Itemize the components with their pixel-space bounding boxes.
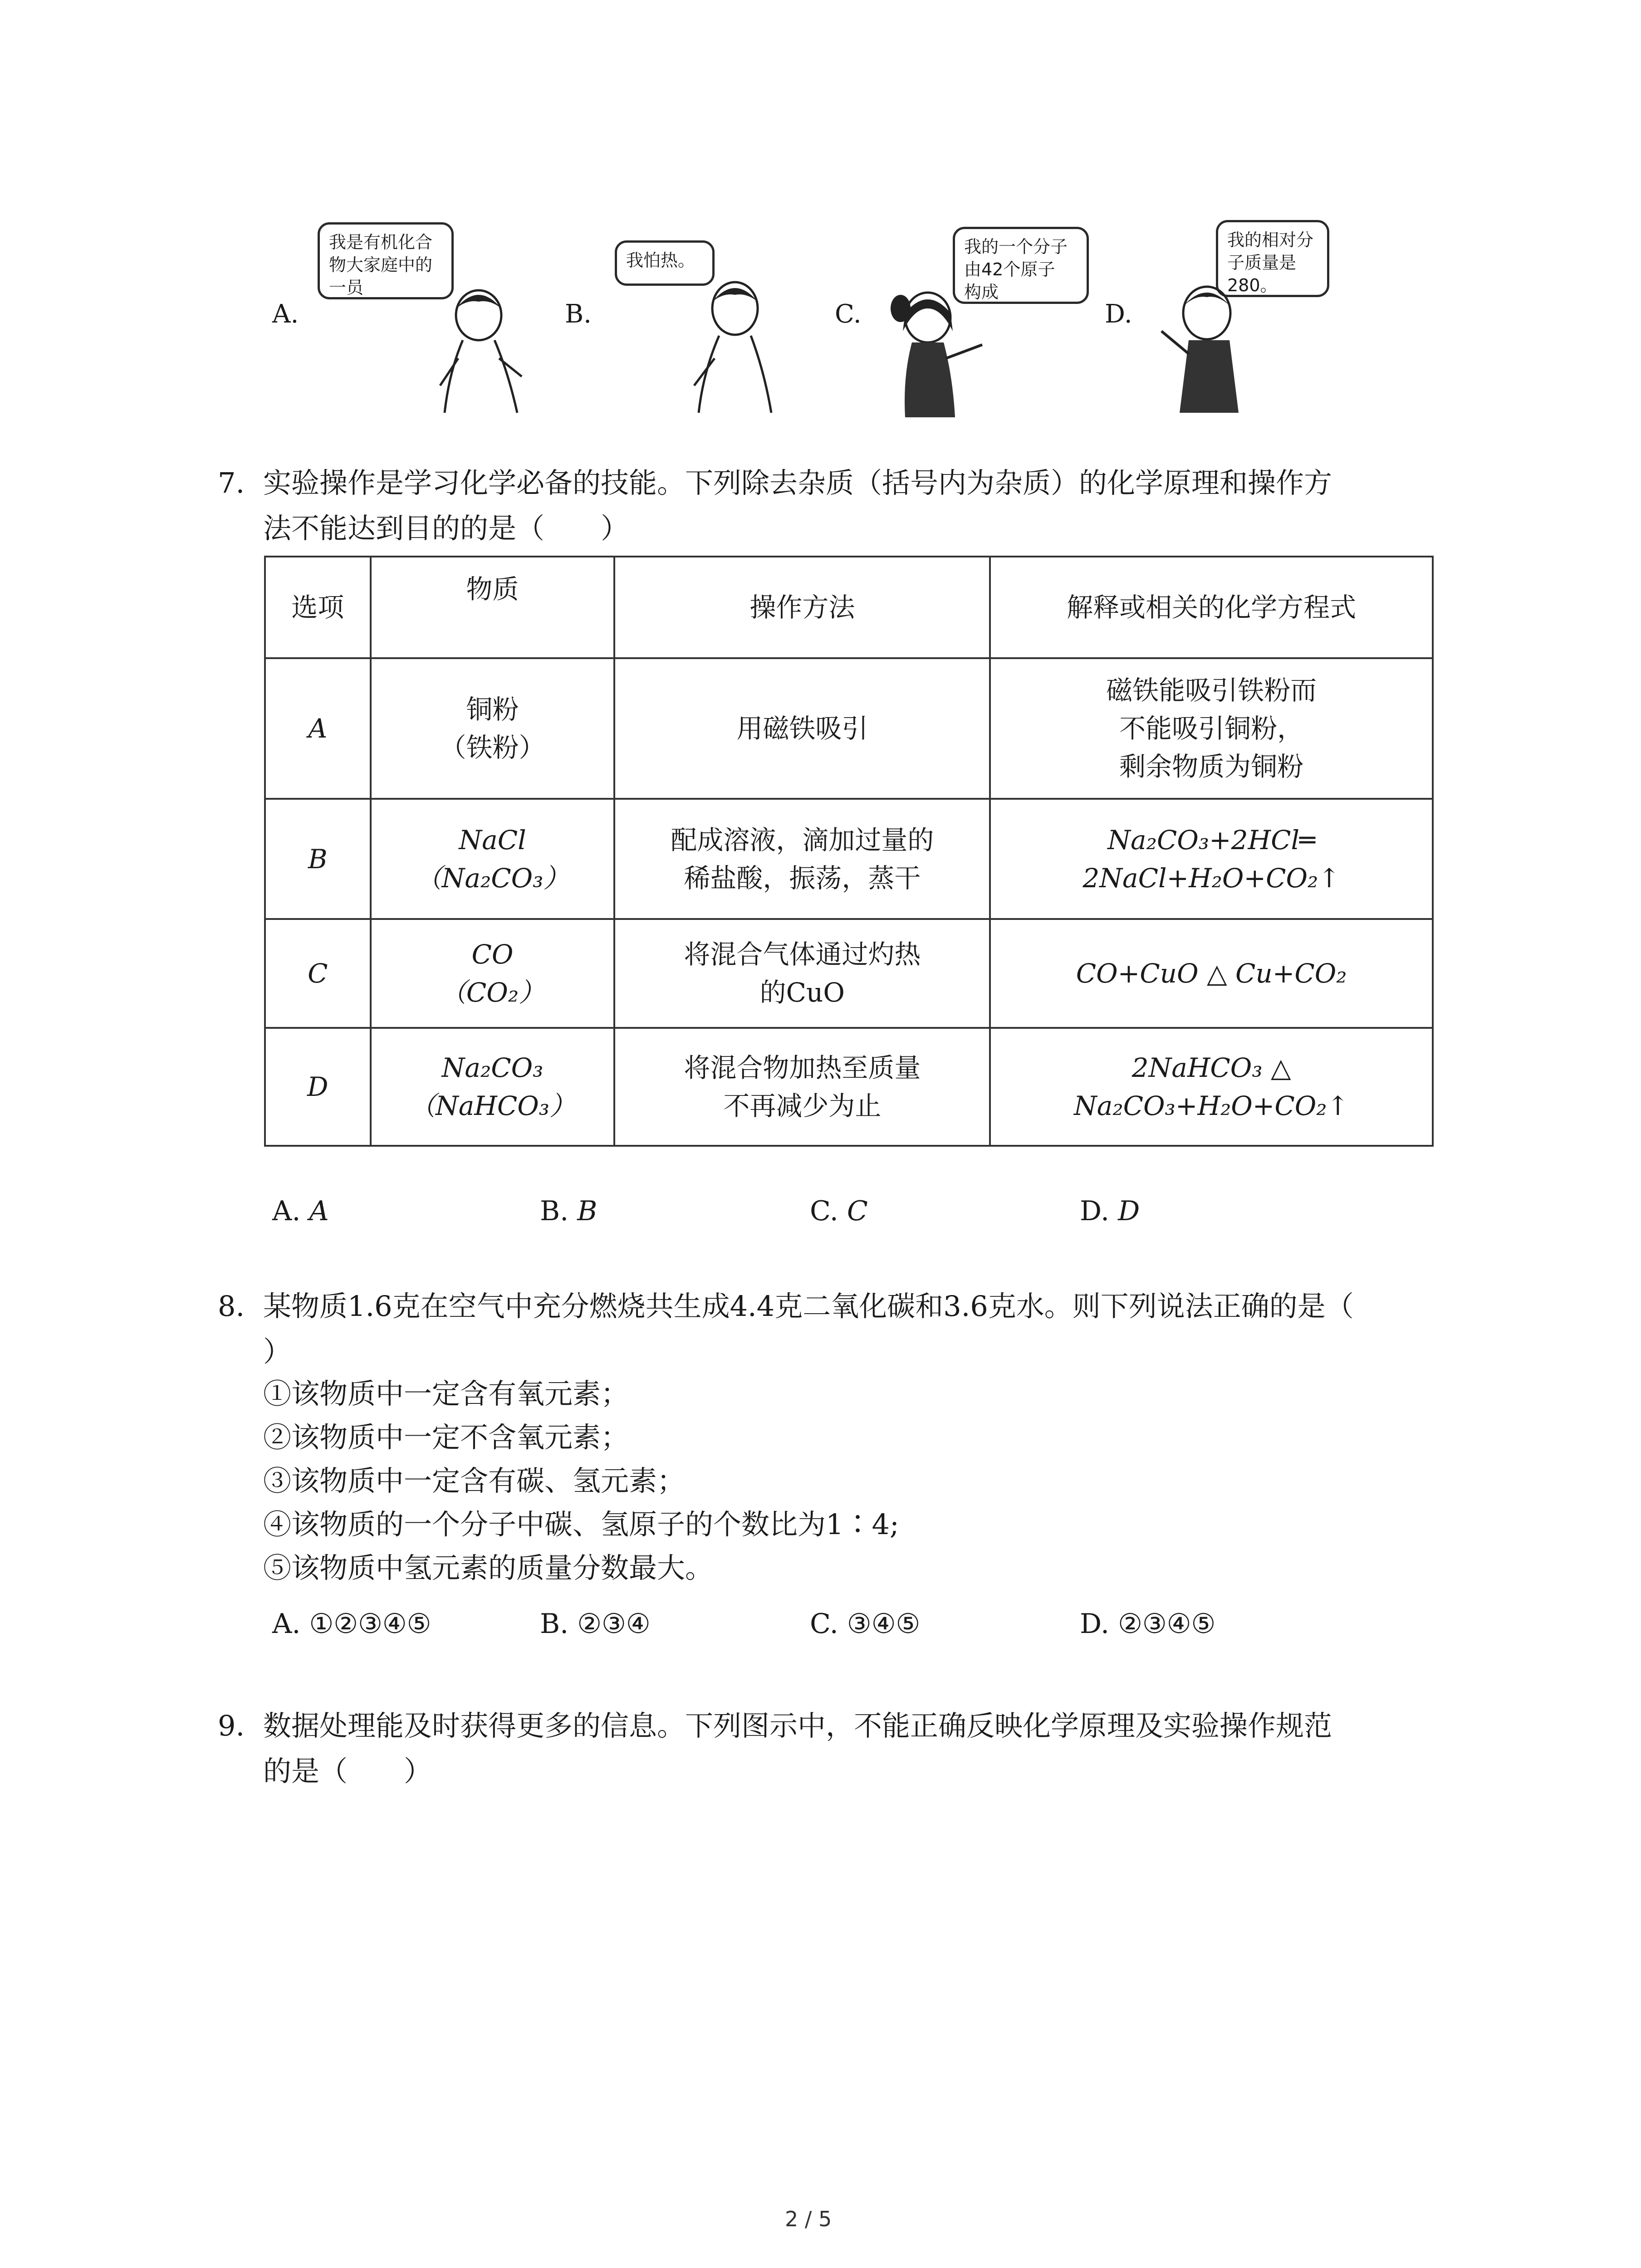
row-substance: NaCl xyxy=(459,824,526,855)
q8-choice-d[interactable]: D. ②③④⑤ xyxy=(1080,1608,1216,1640)
question-8 xyxy=(218,1284,1443,1374)
cartoon-options-row xyxy=(0,213,1641,422)
row-method-line: 的CuO xyxy=(759,977,845,1008)
option-b-letter[interactable]: B. xyxy=(565,299,592,329)
row-method-line: 稀盐酸，振荡，蒸干 xyxy=(684,862,921,894)
statement-item: ⑤该物质中氢元素的质量分数最大。 xyxy=(263,1551,714,1584)
question-9-text-line2: 的是（ ） xyxy=(263,1755,432,1788)
speech-bubble-a: 我是有机化合 物大家庭中的 一员 xyxy=(318,222,454,299)
question-8-text-line1: 某物质1.6克在空气中充分燃烧共生成4.4克二氧化碳和3.6克水。则下列说法正确的是（ xyxy=(263,1290,1354,1323)
row-method-line: 配成溶液，滴加过量的 xyxy=(671,824,934,855)
speech-bubble-c: 我的一个分子 由42个原子 构成 xyxy=(953,227,1089,304)
table-header-row xyxy=(265,557,1433,658)
row-explain-line: 不能吸引铜粉， xyxy=(1119,713,1304,744)
row-option: D xyxy=(265,1028,371,1146)
table-row xyxy=(265,799,1433,919)
statement-item: ④该物质的一个分子中碳、氢原子的个数比为1∶4; xyxy=(263,1508,899,1541)
header-explanation: 解释或相关的化学方程式 xyxy=(990,557,1433,658)
table-row xyxy=(265,919,1433,1028)
row-substance: Na₂CO₃ xyxy=(441,1052,544,1083)
child-figure-b xyxy=(681,272,789,417)
statement-item: ②该物质中一定不含氧元素； xyxy=(263,1421,629,1454)
question-7-choices xyxy=(272,1195,1452,1236)
question-7 xyxy=(218,460,1443,551)
question-8-text-line2: ） xyxy=(263,1335,292,1368)
q8-choice-a[interactable]: A. ①②③④⑤ xyxy=(272,1608,431,1640)
impurity-removal-table xyxy=(264,556,1434,1147)
q8-choice-c[interactable]: C. ③④⑤ xyxy=(810,1608,921,1640)
question-8-statements xyxy=(263,1372,899,1590)
question-8-number: 8. xyxy=(218,1290,245,1323)
child-figure-a xyxy=(431,281,535,417)
option-d-letter[interactable]: D. xyxy=(1105,299,1132,329)
q7-choice-c[interactable]: C. C xyxy=(810,1195,868,1227)
table-row xyxy=(265,1028,1433,1146)
question-7-text-line1: 实验操作是学习化学必备的技能。下列除去杂质（括号内为杂质）的化学原理和操作方 xyxy=(263,466,1332,499)
header-option: 选项 xyxy=(265,557,371,658)
header-method: 操作方法 xyxy=(614,557,990,658)
row-explain-line: Na₂CO₃+H₂O+CO₂↑ xyxy=(1074,1090,1349,1121)
question-9-number: 9. xyxy=(218,1709,245,1742)
statement-item: ③该物质中一定含有碳、氢元素； xyxy=(263,1464,686,1497)
child-figure-c xyxy=(878,281,991,417)
table-row xyxy=(265,658,1433,799)
row-impurity: （CO₂） xyxy=(440,977,545,1008)
row-impurity: （铁粉） xyxy=(440,732,545,763)
row-explain-line: Na₂CO₃+2HCl═ xyxy=(1107,824,1315,855)
q7-choice-b[interactable]: B. B xyxy=(540,1195,598,1227)
row-impurity: （Na₂CO₃） xyxy=(415,862,570,894)
row-option: A xyxy=(265,658,371,799)
child-figure-d xyxy=(1148,277,1266,413)
row-option: C xyxy=(265,919,371,1028)
row-method-line: 不再减少为止 xyxy=(723,1090,882,1121)
row-method-line: 用磁铁吸引 xyxy=(736,713,868,744)
row-explain-line: 2NaCl+H₂O+CO₂↑ xyxy=(1083,862,1340,894)
speech-bubble-d: 我的相对分 子质量是 280。 xyxy=(1216,220,1329,297)
row-explain-line: 剩余物质为铜粉 xyxy=(1119,751,1304,782)
q8-choice-b[interactable]: B. ②③④ xyxy=(540,1608,651,1640)
option-c-letter[interactable]: C. xyxy=(835,299,862,329)
question-8-choices xyxy=(272,1608,1452,1649)
row-method-line: 将混合物加热至质量 xyxy=(684,1052,921,1083)
question-7-text-line2: 法不能达到目的的是（ ） xyxy=(263,512,629,545)
row-option: B xyxy=(265,799,371,919)
page-number: 2 / 5 xyxy=(785,2207,832,2231)
q7-choice-a[interactable]: A. A xyxy=(272,1195,329,1227)
row-explain-line: CO+CuO △ Cu+CO₂ xyxy=(1076,958,1347,989)
question-7-number: 7. xyxy=(218,466,245,499)
option-a-letter[interactable]: A. xyxy=(272,299,299,329)
row-method-line: 将混合气体通过灼热 xyxy=(684,939,921,970)
q7-choice-d[interactable]: D. D xyxy=(1080,1195,1140,1227)
question-9 xyxy=(218,1703,1443,1794)
question-9-text-line1: 数据处理能及时获得更多的信息。下列图示中，不能正确反映化学原理及实验操作规范 xyxy=(263,1709,1332,1742)
speech-bubble-b: 我怕热。 xyxy=(615,240,715,286)
header-substance: 物质 xyxy=(466,574,519,605)
row-substance: 铜粉 xyxy=(466,694,519,725)
row-explain-line: 磁铁能吸引铁粉而 xyxy=(1106,675,1317,706)
statement-item: ①该物质中一定含有氧元素； xyxy=(263,1377,629,1410)
row-substance: CO xyxy=(471,939,514,970)
row-explain-line: 2NaHCO₃ △ xyxy=(1132,1052,1291,1083)
row-impurity: （NaHCO₃） xyxy=(409,1090,576,1121)
